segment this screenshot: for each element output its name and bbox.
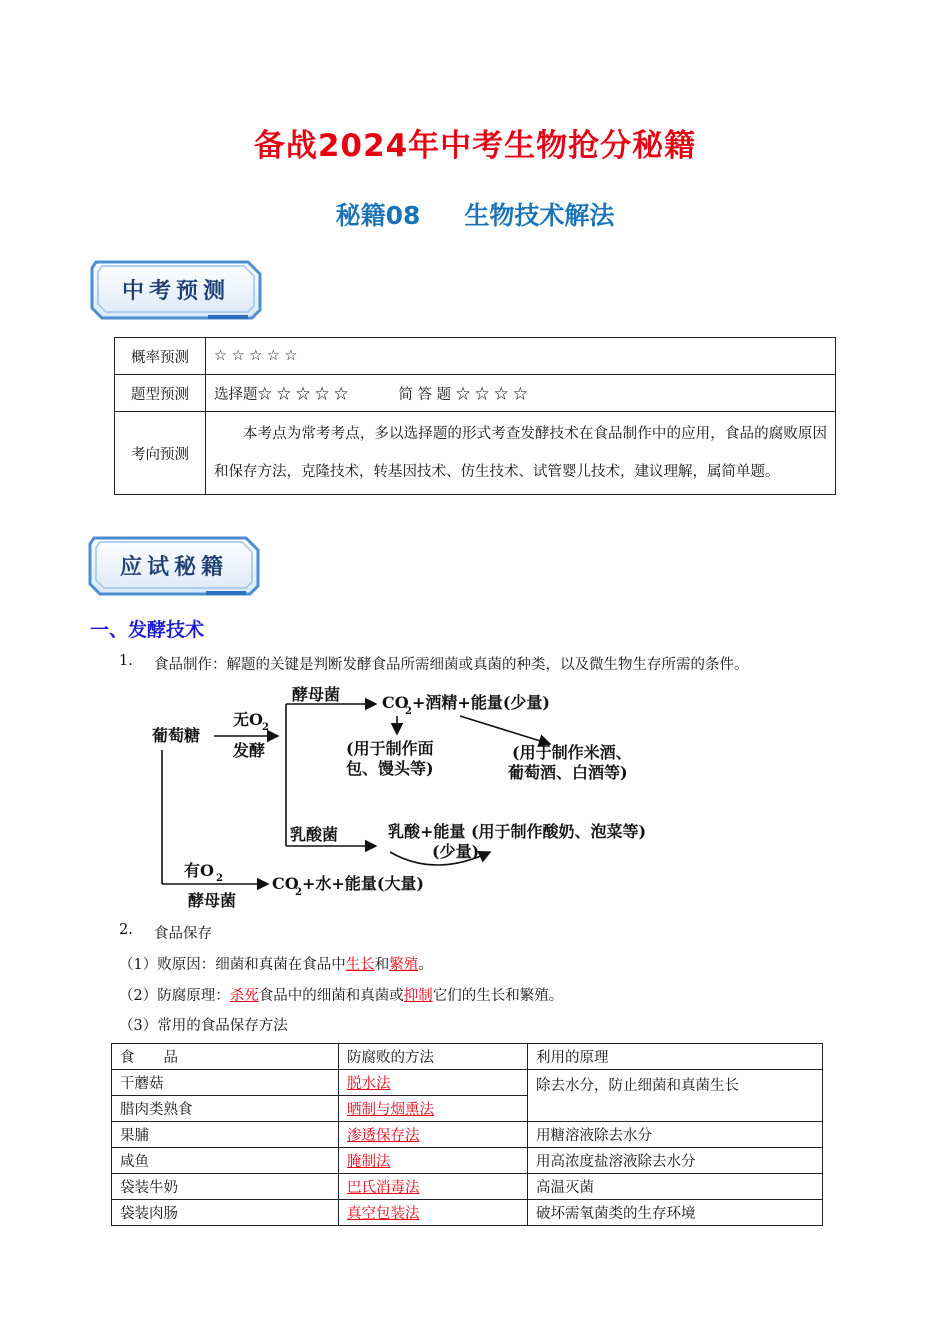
co2-label-2: CO	[272, 874, 299, 893]
yeast2-label: 酵母菌	[188, 891, 237, 910]
co2-label: CO	[382, 693, 409, 712]
subtitle-code: 秘籍08	[335, 201, 421, 230]
principle-cell: 用高浓度盐溶液除去水分	[528, 1148, 823, 1174]
short-answer-rating: 简 答 题 ☆ ☆ ☆ ☆	[398, 386, 528, 403]
bread-use-2: 包、馒头等)	[346, 759, 434, 778]
preservation-principle	[119, 984, 563, 1005]
aerobic-products-label: +水+能量(大量)	[302, 874, 424, 893]
cause-text: 。	[418, 957, 433, 973]
table-row	[112, 1148, 823, 1174]
principle-text: （2）防腐原理：	[119, 988, 230, 1004]
wine-use-2: 葡萄酒、白酒等)	[508, 763, 628, 782]
page-title: 备战2024年中考生物抢分秘籍	[253, 128, 697, 164]
ferment-label: 发酵	[233, 741, 266, 760]
choice-rating: 选择题☆ ☆ ☆ ☆ ☆	[214, 386, 349, 403]
page-subtitle	[0, 196, 950, 232]
table-header-row	[112, 1044, 823, 1070]
forecast-banner-label: 中考预测	[121, 279, 230, 304]
lactic-small-label: (少量)	[432, 842, 480, 861]
table-row	[112, 1070, 823, 1096]
principle-text: 它们的生长和繁殖。	[432, 988, 564, 1004]
principle-cell: 破坏需氧菌类的生存环境	[528, 1200, 823, 1226]
yeast-label: 酵母菌	[292, 685, 341, 704]
principle-keyword: 杀死	[229, 988, 259, 1004]
method-cell: 脱水法	[339, 1070, 528, 1096]
with-o2-subscript: 2	[216, 873, 223, 884]
tips-banner-label: 应试秘籍	[119, 555, 228, 580]
method-cell: 渗透保存法	[339, 1122, 528, 1148]
table-row	[112, 1122, 823, 1148]
food-cell: 咸鱼	[112, 1148, 339, 1174]
food-cell: 袋装肉肠	[112, 1200, 339, 1226]
wine-arrow	[460, 716, 550, 744]
table-row	[115, 375, 836, 412]
wine-use-1: (用于制作米酒、	[512, 743, 632, 762]
spoilage-cause	[119, 953, 433, 974]
co2-subscript: 2	[405, 706, 412, 717]
table-row	[115, 412, 836, 495]
food-cell: 果脯	[112, 1122, 339, 1148]
principle-cell: 除去水分，防止细菌和真菌生长	[528, 1070, 823, 1122]
fermentation-diagram	[150, 680, 710, 910]
method-cell: 真空包装法	[339, 1200, 528, 1226]
column-header: 利用的原理	[528, 1044, 823, 1070]
forecast-key: 概率预测	[115, 338, 206, 375]
column-header: 防腐败的方法	[339, 1044, 528, 1070]
forecast-key: 题型预测	[115, 375, 206, 412]
no-o2-subscript: 2	[262, 722, 269, 733]
food-making-text: 食品制作：解题的关键是判断发酵食品所需细菌或真菌的种类，以及微生物生存所需的条件。	[154, 657, 749, 673]
method-cell: 腌制法	[339, 1148, 528, 1174]
list-number: 1.	[119, 653, 133, 669]
cause-text: 和	[374, 957, 390, 973]
forecast-key: 考向预测	[115, 412, 206, 495]
tips-banner	[86, 532, 262, 598]
co2-subscript-2: 2	[295, 887, 302, 898]
list-number: 2.	[119, 922, 133, 938]
food-cell: 腊肉类熟食	[112, 1096, 339, 1122]
table-row	[112, 1174, 823, 1200]
preservation-table	[111, 1043, 823, 1226]
forecast-value: ☆ ☆ ☆ ☆ ☆	[206, 338, 836, 375]
with-o2-label: 有O	[184, 861, 214, 880]
yeast-products-label: +酒精+能量(少量)	[412, 693, 550, 712]
column-header: 食 品	[112, 1044, 339, 1070]
principle-keyword: 抑制	[403, 988, 433, 1004]
table-row	[115, 338, 836, 375]
food-cell: 袋装牛奶	[112, 1174, 339, 1200]
method-cell: 巴氏消毒法	[339, 1174, 528, 1200]
lactic-label: 乳酸菌	[290, 825, 339, 844]
forecast-table	[114, 337, 836, 495]
forecast-description: 本考点为常考考点，多以选择题的形式考查发酵技术在食品制作中的应用，食品的腐败原因和保存方法，克隆技术，转基因技术、仿生技术、试管婴儿技术，建议理解，属简单题。	[206, 412, 836, 495]
forecast-banner	[88, 256, 264, 322]
cause-keyword: 生长	[345, 957, 375, 973]
food-cell: 干蘑菇	[112, 1070, 339, 1096]
food-preservation-title: 食品保存	[154, 926, 212, 942]
glucose-label: 葡萄糖	[152, 726, 201, 745]
cause-text: （1）败原因：细菌和真菌在食品中	[119, 957, 346, 973]
cause-keyword: 繁殖	[389, 957, 419, 973]
principle-cell: 高温灭菌	[528, 1174, 823, 1200]
section-heading: 一、发酵技术	[90, 619, 205, 641]
methods-heading: （3）常用的食品保存方法	[119, 1018, 288, 1034]
subtitle-name: 生物技术解法	[464, 201, 615, 230]
principle-text: 食品中的细菌和真菌或	[258, 988, 404, 1004]
bread-use-1: (用于制作面	[346, 739, 434, 758]
lactic-products-label: 乳酸+能量 (用于制作酸奶、泡菜等)	[388, 822, 647, 841]
method-cell: 晒制与烟熏法	[339, 1096, 528, 1122]
table-row	[112, 1200, 823, 1226]
forecast-value	[206, 375, 836, 412]
principle-cell: 用糖溶液除去水分	[528, 1122, 823, 1148]
no-o2-label: 无O	[233, 710, 263, 729]
